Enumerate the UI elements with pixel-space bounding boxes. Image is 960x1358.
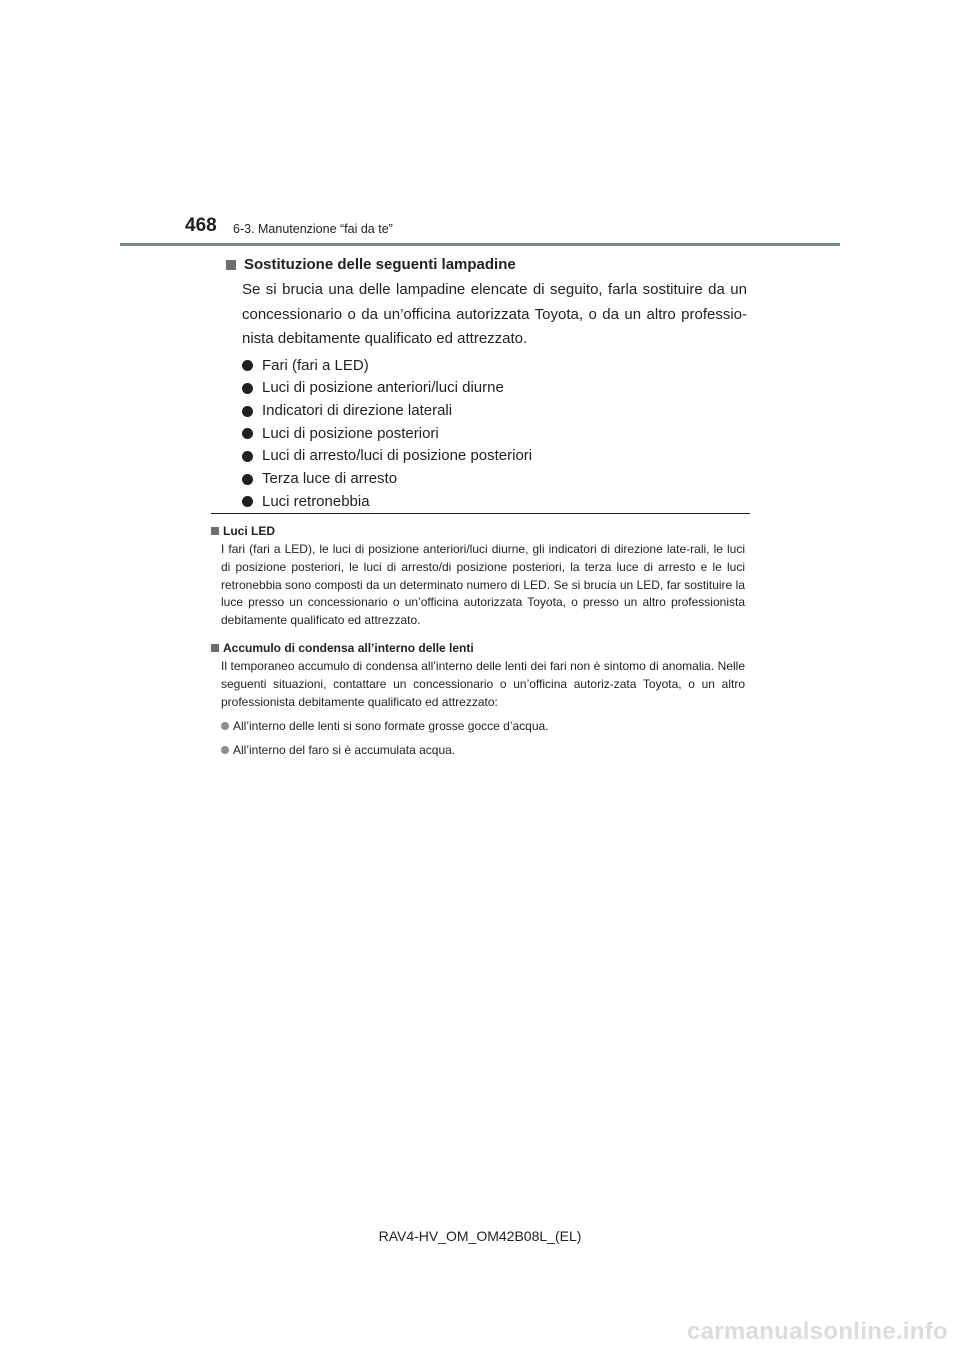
list-item bbox=[221, 714, 745, 738]
bullet-dot-icon bbox=[242, 474, 253, 485]
watermark: carmanualsonline.info bbox=[686, 1318, 948, 1345]
note-heading bbox=[211, 639, 745, 657]
note-heading-text: Luci LED bbox=[223, 524, 276, 538]
note-paragraph: Il temporaneo accumulo di condensa all’interno delle lenti dei fari non è sintomo di anomalia. Nelle seguenti situazioni, contattare un concessionario o un’officina autoriz-zata Toyota, o un altro professionista debitamente qualificato ed attrezzato: bbox=[221, 658, 745, 709]
bullet-dot-icon bbox=[242, 406, 253, 417]
notes-section bbox=[211, 522, 745, 762]
list-item-text: Terza luce di arresto bbox=[262, 469, 398, 487]
list-item-text: Fari (fari a LED) bbox=[262, 356, 369, 374]
section-title: 6-3. Manutenzione “fai da te” bbox=[233, 222, 393, 236]
square-bullet-icon bbox=[211, 644, 219, 652]
note-condensation bbox=[211, 639, 745, 762]
list-item bbox=[242, 377, 754, 400]
list-item-text: All’interno del faro si è accumulata acqua. bbox=[233, 743, 456, 758]
bulb-list bbox=[242, 355, 754, 514]
bullet-dot-icon bbox=[221, 722, 229, 730]
list-item-text: All’interno delle lenti si sono formate grosse gocce d’acqua. bbox=[233, 719, 549, 734]
list-item bbox=[242, 400, 754, 423]
bullet-dot-icon bbox=[242, 496, 253, 507]
list-item-text: Luci di posizione posteriori bbox=[262, 424, 439, 442]
bullet-dot-icon bbox=[242, 383, 253, 394]
note-paragraph: I fari (fari a LED), le luci di posizione anteriori/luci diurne, gli indicatori di direzione late-rali, le luci di posizione posteriori, le luci di arresto/di posizione posteriori, la terza luce di arresto e le luci retronebbia sono composti da un determinato numero di LED. Se si brucia un LED, far sostituire la luce presso un concessionario o un’officina autorizzata Toyota, o presso un altro professionista debitamente qualificato ed attrezzato. bbox=[221, 542, 745, 628]
bullet-dot-icon bbox=[242, 451, 253, 462]
list-item-text: Indicatori di direzione laterali bbox=[262, 401, 453, 419]
note-heading bbox=[211, 522, 745, 540]
section-divider bbox=[211, 513, 750, 514]
main-paragraph: Se si brucia una delle lampadine elencate di seguito, farla sostituire da un concessionario o da un’officina autorizzata Toyota, o da un altro professio-nista debitamente qualificato ed attrezzato. bbox=[242, 281, 747, 347]
bullet-dot-icon bbox=[242, 360, 253, 371]
list-item-text: Luci di arresto/luci di posizione posteriori bbox=[262, 447, 533, 465]
note-heading-text: Accumulo di condensa all’interno delle lenti bbox=[223, 640, 474, 655]
main-heading-text: Sostituzione delle seguenti lampadine bbox=[244, 256, 516, 273]
bullet-dot-icon bbox=[242, 428, 253, 439]
list-item bbox=[242, 491, 754, 514]
main-heading bbox=[226, 255, 754, 275]
list-item bbox=[242, 355, 754, 378]
bullet-dot-icon bbox=[221, 746, 229, 754]
document-code: RAV4-HV_OM_OM42B08L_(EL) bbox=[378, 1228, 582, 1244]
list-item bbox=[242, 445, 754, 468]
list-item bbox=[242, 423, 754, 446]
list-item bbox=[242, 468, 754, 491]
square-bullet-icon bbox=[226, 260, 236, 270]
header-rule bbox=[120, 243, 840, 246]
page-number: 468 bbox=[185, 215, 217, 236]
square-bullet-icon bbox=[211, 527, 219, 535]
list-item-text: Luci retronebbia bbox=[262, 492, 370, 510]
note-led bbox=[211, 522, 745, 630]
note-bullet-list bbox=[221, 714, 745, 762]
list-item bbox=[221, 738, 745, 762]
list-item-text: Luci di posizione anteriori/luci diurne bbox=[262, 379, 504, 397]
main-section bbox=[226, 255, 754, 513]
